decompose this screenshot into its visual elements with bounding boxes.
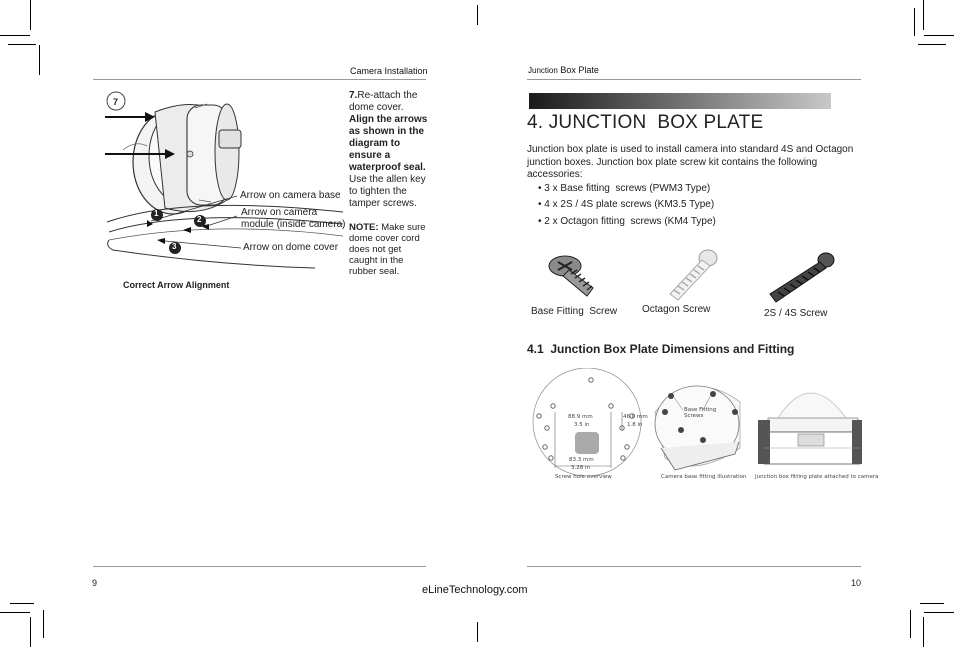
- crop-mark: [0, 612, 30, 613]
- crop-mark: [918, 44, 946, 45]
- crop-mark: [477, 622, 478, 642]
- dim-label: 3.5 in: [574, 422, 590, 428]
- intro-line: accessories:: [527, 169, 583, 180]
- step-bold-line: Align the arrows: [349, 114, 428, 125]
- callout-arrow-camera-base: Arrow on camera base: [240, 190, 341, 201]
- crop-mark: [0, 35, 30, 36]
- note-line: rubber seal.: [349, 266, 400, 277]
- intro-line: Junction box plate is used to install camera into standard 4S and Octagon: [527, 144, 854, 155]
- callout-arrow-camera-module-2: module (inside camera): [241, 219, 346, 230]
- base-fitting-screws-label: Screws: [684, 413, 704, 419]
- header-word: Junction: [528, 66, 558, 75]
- base-fitting-screws-label: Base Fitting: [684, 407, 717, 413]
- fig-caption-middle: Camera base fitting illustration: [661, 474, 747, 480]
- crop-mark: [920, 603, 944, 604]
- octagon-screw-image: [650, 246, 720, 304]
- accessory-bullet: • 3 x Base fitting screws (PWM3 Type): [538, 183, 711, 194]
- crop-mark: [30, 0, 31, 30]
- dim-label: 3.28 in: [571, 465, 591, 471]
- dim-label: 1.8 in: [627, 422, 643, 428]
- intro-paragraph: [527, 144, 867, 182]
- note-line: does not get: [349, 244, 402, 255]
- crop-mark: [924, 35, 954, 36]
- base-fitting-screw-label: Base Fitting Screw: [531, 306, 618, 317]
- marker-2: 2: [197, 215, 202, 224]
- base-fitting-screw-image: [545, 248, 605, 303]
- junction-box-fitting-figure: [758, 368, 863, 474]
- fig-caption-right: Junction box fitting plate attached to camera: [755, 474, 879, 480]
- accessory-bullet: • 4 x 2S / 4S plate screws (KM3.5 Type): [538, 199, 715, 210]
- header-word: Box Plate: [560, 65, 599, 75]
- figure-caption: Correct Arrow Alignment: [123, 280, 230, 290]
- step-bold-line: diagram to: [349, 138, 401, 149]
- step-bold-line: ensure a: [349, 150, 391, 161]
- step-number-badge: 7: [113, 97, 119, 107]
- note-block: [349, 222, 431, 277]
- section-title: 4.1 Junction Box Plate Dimensions and Fitting: [527, 342, 795, 356]
- right-header-rule: [527, 79, 861, 80]
- left-page-number: 9: [92, 578, 98, 588]
- crop-mark: [10, 603, 34, 604]
- bullet-text: 3 x Base fitting screws (PWM3 Type): [544, 183, 711, 194]
- dim-label: 88.9 mm: [568, 414, 593, 420]
- right-footer-rule: [527, 566, 861, 567]
- left-footer-rule: [93, 566, 426, 567]
- dim-label: 46.0 mm: [623, 414, 648, 420]
- note-line: dome cover cord: [349, 233, 420, 244]
- fig-caption-left: Screw hole overview: [555, 474, 612, 480]
- marker-1: 1: [154, 209, 159, 218]
- marker-3: 3: [172, 242, 177, 251]
- step-line: Use the allen key: [349, 174, 426, 185]
- crop-mark: [910, 610, 911, 638]
- footer-website: eLineTechnology.com: [422, 584, 528, 596]
- callout-arrow-camera-module: Arrow on camera: [241, 207, 318, 218]
- crop-mark: [914, 8, 915, 36]
- step-line: to tighten the: [349, 186, 407, 197]
- note-label: NOTE:: [349, 222, 379, 233]
- octagon-screw-label: Octagon Screw: [642, 304, 711, 315]
- dim-label: 83.3 mm: [569, 457, 594, 463]
- step-bold-line: as shown in the: [349, 126, 425, 137]
- step-line: dome cover.: [349, 102, 404, 113]
- camera-dome-illustration: [95, 90, 345, 285]
- right-page-number: 10: [851, 578, 862, 588]
- step-line: Re-attach the: [357, 90, 418, 101]
- title-gradient-bar: [529, 93, 831, 109]
- crop-mark: [924, 612, 954, 613]
- bullet-text: 2 x Octagon fitting screws (KM4 Type): [544, 216, 716, 227]
- crop-mark: [477, 5, 478, 25]
- right-page-header: [528, 65, 599, 75]
- s2-s4-screw-image: [762, 250, 837, 305]
- page-title: 4. JUNCTION BOX PLATE: [527, 112, 764, 133]
- camera-base-fitting-figure: [645, 368, 745, 476]
- crop-mark: [923, 617, 924, 647]
- crop-mark: [30, 617, 31, 647]
- note-line: caught in the: [349, 255, 404, 266]
- left-page-header: Camera Installation: [350, 66, 428, 76]
- left-header-rule: [93, 79, 426, 80]
- step-bold-line: waterproof seal.: [349, 162, 426, 173]
- callout-arrow-dome-cover: Arrow on dome cover: [243, 242, 339, 253]
- bullet-text: 4 x 2S / 4S plate screws (KM3.5 Type): [544, 199, 715, 210]
- step-lead: 7.: [349, 90, 358, 101]
- crop-mark: [8, 44, 36, 45]
- s2-s4-screw-label: 2S / 4S Screw: [764, 308, 828, 319]
- step-text: [349, 90, 429, 210]
- note-line: Make sure: [378, 222, 426, 233]
- crop-mark: [923, 0, 924, 30]
- accessory-bullet: • 2 x Octagon fitting screws (KM4 Type): [538, 216, 716, 227]
- crop-mark: [43, 610, 44, 638]
- intro-line: junction boxes. Junction box plate screw kit contains the following: [527, 156, 818, 168]
- crop-mark: [39, 45, 40, 75]
- step-line: tamper screws.: [349, 198, 417, 209]
